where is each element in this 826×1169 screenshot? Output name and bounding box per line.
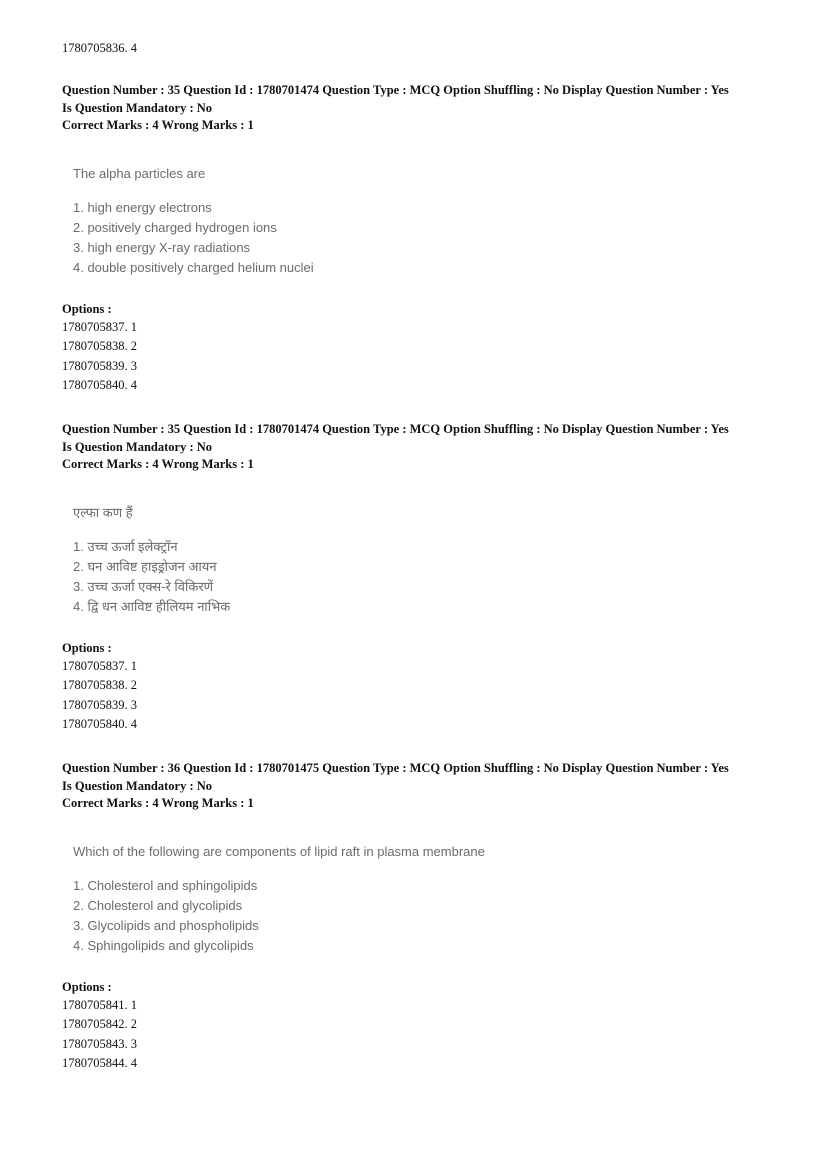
question-image	[73, 165, 782, 278]
mandatory-line: Is Question Mandatory : No	[62, 100, 213, 115]
option-row: 1780705839. 3	[62, 697, 137, 712]
question-header-line: Question Number : 35 Question Id : 1780701474 Question Type : MCQ Option Shuffling : No Display Question Number : Yes	[62, 83, 729, 97]
question-choice: 2. positively charged hydrogen ions	[73, 219, 277, 235]
question-choice: 3. उच्च ऊर्जा एक्स-रे विकिरणें	[73, 578, 214, 594]
marks-line: Correct Marks : 4 Wrong Marks : 1	[62, 118, 254, 132]
options-label: Options :	[62, 979, 112, 994]
option-row: 1780705840. 4	[62, 378, 137, 392]
marks-line: Correct Marks : 4 Wrong Marks : 1	[62, 796, 254, 810]
question-choice: 1. high energy electrons	[73, 199, 212, 215]
question-meta	[62, 760, 782, 813]
question-block	[62, 760, 782, 1074]
option-row: 1780705843. 3	[62, 1036, 137, 1051]
question-choice: 4. Sphingolipids and glycolipids	[73, 937, 254, 953]
option-row: 1780705837. 1	[62, 319, 137, 334]
question-choice: 1. उच्च ऊर्जा इलेक्ट्रॉन	[73, 538, 178, 554]
question-image	[73, 843, 782, 956]
question-header-line: Question Number : 36 Question Id : 1780701475 Question Type : MCQ Option Shuffling : No Display Question Number : Yes	[62, 761, 729, 775]
question-meta	[62, 421, 782, 474]
previous-option-fragment: 1780705836. 4	[62, 41, 137, 55]
question-stem: Which of the following are components of lipid raft in plasma membrane	[73, 843, 485, 859]
options-label: Options :	[62, 640, 112, 655]
option-row: 1780705839. 3	[62, 358, 137, 373]
question-meta	[62, 82, 782, 135]
question-block	[62, 421, 782, 735]
option-row: 1780705844. 4	[62, 1056, 137, 1070]
mandatory-line: Is Question Mandatory : No	[62, 778, 213, 793]
options-label: Options :	[62, 301, 112, 316]
option-row: 1780705840. 4	[62, 717, 137, 731]
question-choice: 3. Glycolipids and phospholipids	[73, 917, 259, 933]
question-image	[73, 504, 782, 617]
option-row: 1780705838. 2	[62, 339, 137, 353]
question-stem: The alpha particles are	[73, 165, 206, 181]
question-choice: 4. द्वि धन आविष्ट हीलियम नाभिक	[73, 598, 231, 614]
question-choice: 2. Cholesterol and glycolipids	[73, 897, 243, 913]
question-choice: 2. घन आविष्ट हाइड्रोजन आयन	[73, 558, 217, 574]
option-row: 1780705837. 1	[62, 658, 137, 673]
option-row: 1780705842. 2	[62, 1017, 137, 1031]
option-row: 1780705841. 1	[62, 997, 137, 1012]
question-choice: 4. double positively charged helium nuclei	[73, 259, 314, 275]
question-stem: एल्फा कण हैं	[73, 504, 133, 520]
mandatory-line: Is Question Mandatory : No	[62, 439, 213, 454]
question-choice: 1. Cholesterol and sphingolipids	[73, 877, 258, 893]
option-row: 1780705838. 2	[62, 678, 137, 692]
question-choice: 3. high energy X-ray radiations	[73, 239, 251, 255]
marks-line: Correct Marks : 4 Wrong Marks : 1	[62, 457, 254, 471]
question-block	[62, 82, 782, 396]
question-header-line: Question Number : 35 Question Id : 1780701474 Question Type : MCQ Option Shuffling : No Display Question Number : Yes	[62, 422, 729, 436]
